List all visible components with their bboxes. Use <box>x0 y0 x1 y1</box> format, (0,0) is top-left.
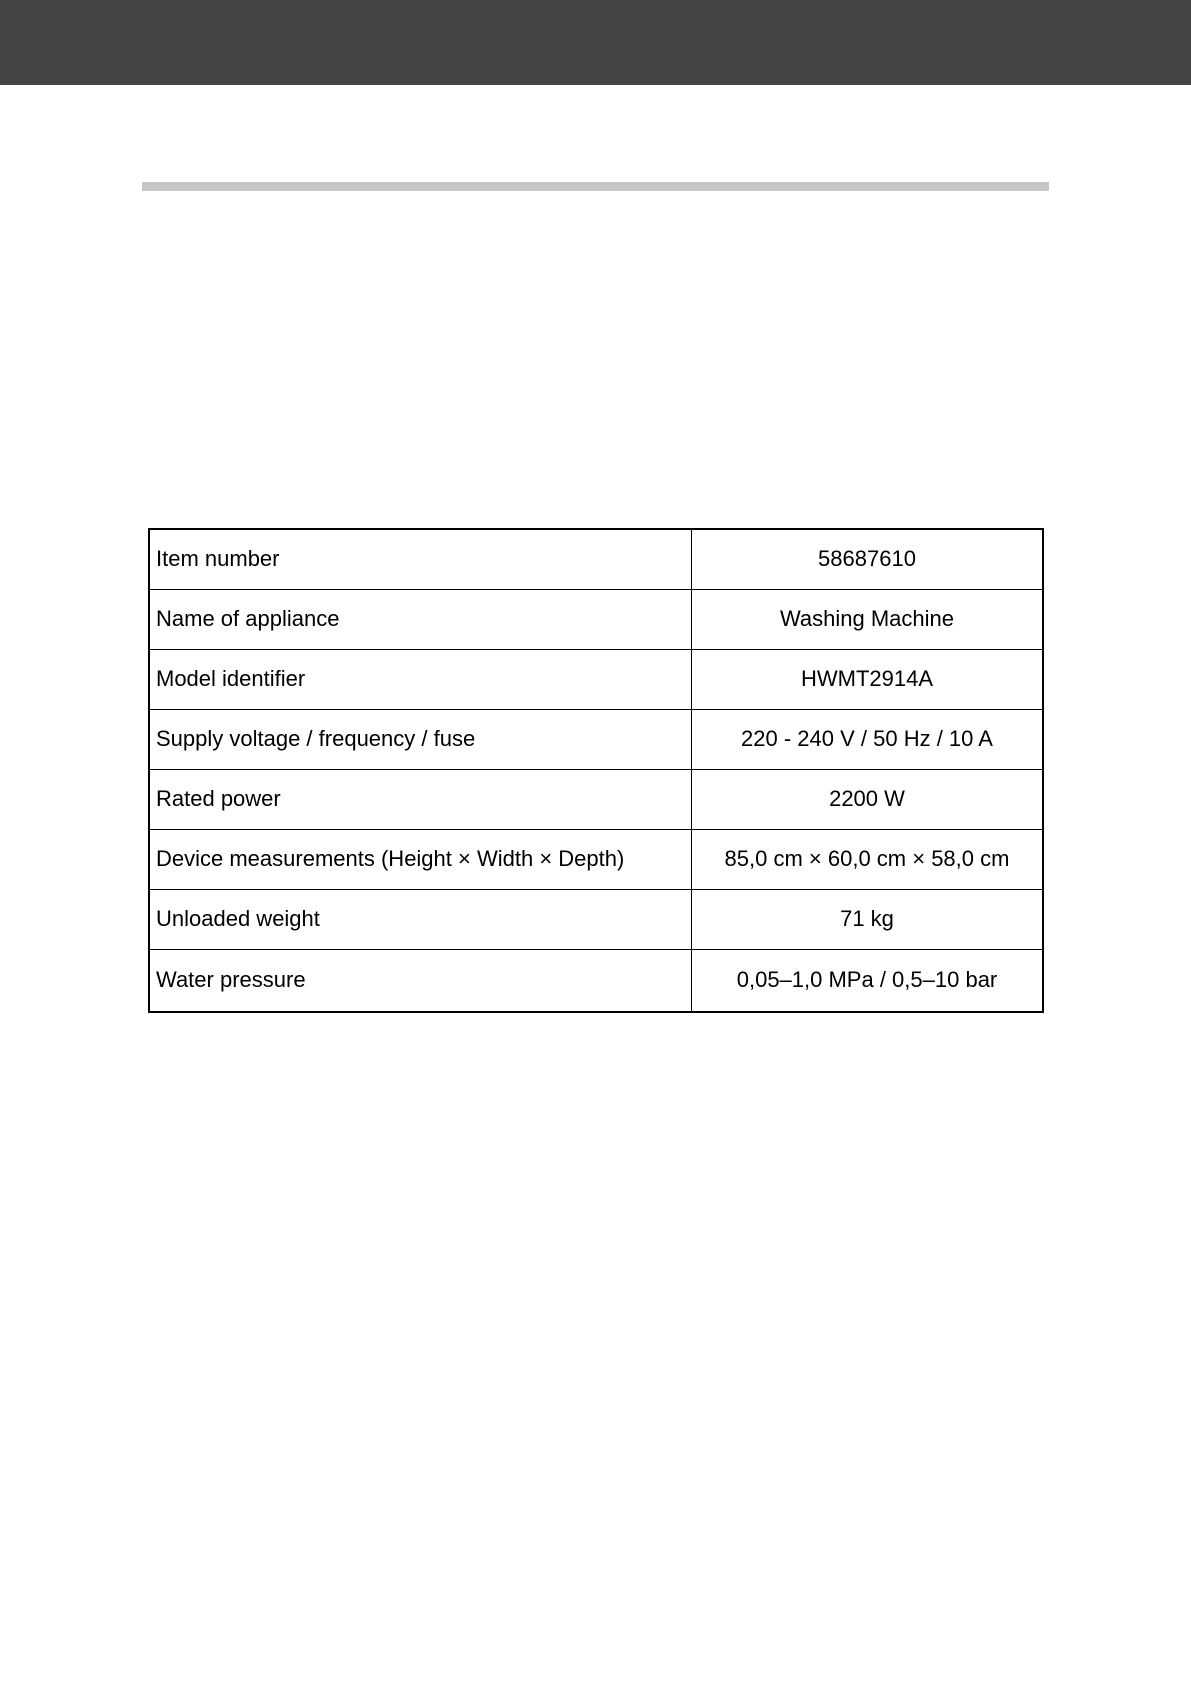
spec-value: 71 kg <box>692 890 1044 950</box>
spec-label: Water pressure <box>149 950 692 1013</box>
table-row <box>149 830 1043 890</box>
section-divider <box>142 182 1049 191</box>
table-row <box>149 710 1043 770</box>
table-row <box>149 890 1043 950</box>
spec-value: HWMT2914A <box>692 650 1044 710</box>
table-row <box>149 529 1043 590</box>
table-row <box>149 650 1043 710</box>
table-row <box>149 950 1043 1013</box>
spec-value: 220 - 240 V / 50 Hz / 10 A <box>692 710 1044 770</box>
spec-value: 58687610 <box>692 529 1044 590</box>
spec-label: Rated power <box>149 770 692 830</box>
spec-label: Device measurements (Height × Width × Depth) <box>149 830 692 890</box>
spec-label: Name of appliance <box>149 590 692 650</box>
spec-label: Model identifier <box>149 650 692 710</box>
spec-value: 0,05–1,0 MPa / 0,5–10 bar <box>692 950 1044 1013</box>
spec-value: Washing Machine <box>692 590 1044 650</box>
table-row <box>149 590 1043 650</box>
spec-label: Item number <box>149 529 692 590</box>
spec-value: 85,0 cm × 60,0 cm × 58,0 cm <box>692 830 1044 890</box>
technical-specifications-table <box>148 528 1044 1013</box>
spec-label: Supply voltage / frequency / fuse <box>149 710 692 770</box>
spec-value: 2200 W <box>692 770 1044 830</box>
header-bar <box>0 0 1191 85</box>
spec-label: Unloaded weight <box>149 890 692 950</box>
table-row <box>149 770 1043 830</box>
